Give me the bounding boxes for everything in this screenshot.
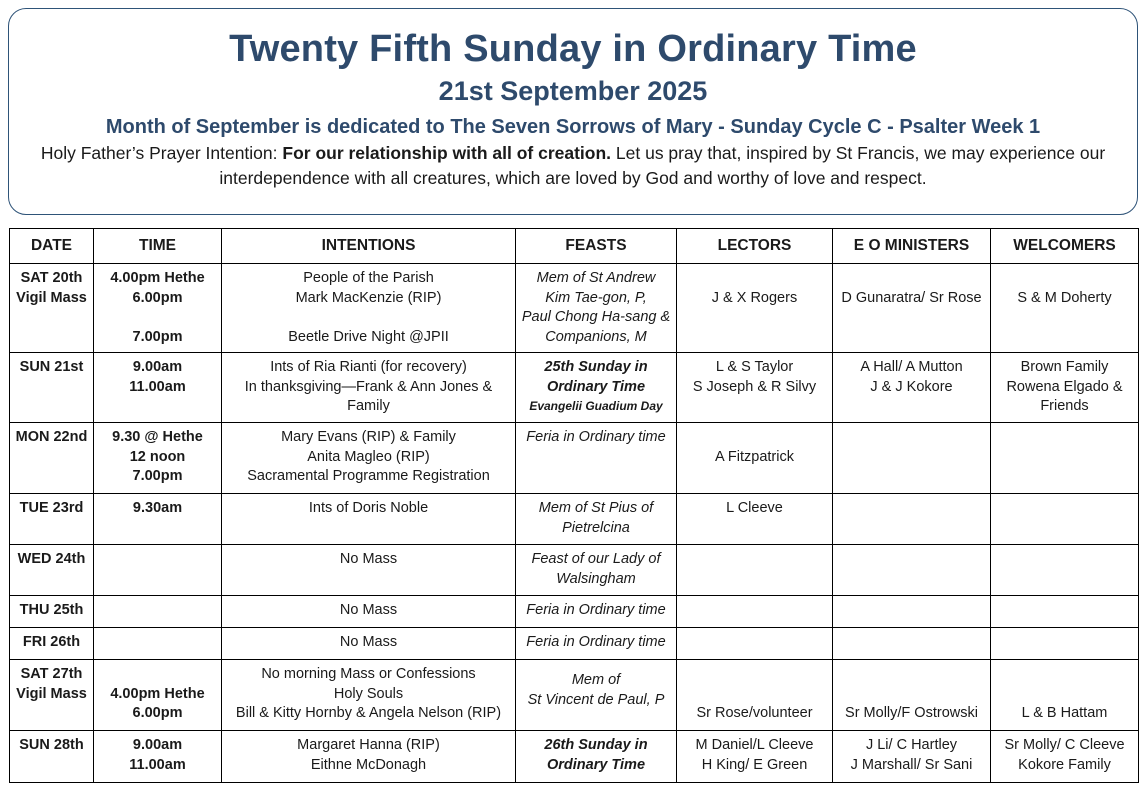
- date-text: SAT 20th: [20, 270, 83, 286]
- intention-text: Beetle Drive Night @JPII: [288, 328, 449, 345]
- intentions-cell: [222, 353, 516, 423]
- ministers-cell: [833, 628, 991, 660]
- header-box: [8, 8, 1138, 215]
- feast-text: 26th Sunday in: [544, 737, 648, 753]
- time-text: 9.00am: [132, 359, 183, 375]
- feast-note: Evangelii Guadium Day: [529, 399, 663, 413]
- time-text: 6.00pm: [132, 289, 183, 306]
- intention-text: Mary Evans (RIP) & Family: [281, 429, 456, 445]
- lector-text: J & X Rogers: [711, 289, 798, 306]
- date-text: MON 22nd: [15, 429, 88, 445]
- time-cell: [94, 660, 222, 731]
- ministers-cell: [833, 423, 991, 494]
- intentions-cell: [222, 494, 516, 545]
- table-row: [10, 494, 1139, 545]
- feasts-cell: [516, 494, 677, 545]
- lector-text: Sr Rose/volunteer: [696, 705, 813, 721]
- time-text: 9.30am: [132, 500, 183, 516]
- feasts-cell: [516, 628, 677, 660]
- intention-text: Bill & Kitty Hornby & Angela Nelson (RIP): [235, 705, 502, 721]
- time-cell: [94, 731, 222, 783]
- table-row: [10, 353, 1139, 423]
- lectors-cell: [677, 731, 833, 783]
- date-cell: [10, 545, 94, 596]
- feast-text: Mem of: [571, 672, 621, 688]
- feast-text: Paul Chong Ha-sang &: [521, 309, 671, 325]
- time-text: 11.00am: [129, 378, 186, 395]
- time-text: 11.00am: [129, 756, 186, 773]
- lector-text: A Fitzpatrick: [715, 448, 794, 465]
- feasts-cell: [516, 731, 677, 783]
- date-text: SUN 28th: [19, 737, 84, 753]
- table-row: [10, 628, 1139, 660]
- welcomer-text: Brown Family: [1020, 359, 1109, 375]
- welcomer-text: Sr Molly/ C Cleeve: [1004, 737, 1125, 753]
- intention-text: Ints of Doris Noble: [308, 500, 429, 516]
- intention-text: Sacramental Programme Registration: [247, 468, 490, 484]
- intention-text: Ints of Ria Rianti (for recovery): [270, 359, 467, 375]
- welcomers-cell: [991, 494, 1139, 545]
- minister-text: J & J Kokore: [870, 378, 953, 395]
- time-cell: [94, 353, 222, 423]
- feasts-cell: [516, 660, 677, 731]
- time-cell: [94, 423, 222, 494]
- welcomers-cell: [991, 660, 1139, 731]
- welcomer-text: Rowena Elgado &: [1006, 378, 1123, 395]
- welcomer-text: Friends: [1040, 398, 1089, 414]
- lectors-cell: [677, 423, 833, 494]
- welcomer-text: L & B Hattam: [1021, 705, 1108, 721]
- prayer-intention: [9, 141, 1137, 191]
- ministers-cell: [833, 731, 991, 783]
- time-text: 6.00pm: [132, 705, 183, 721]
- feast-text: Feria in Ordinary time: [526, 634, 666, 650]
- lector-text: M Daniel/L Cleeve: [695, 737, 814, 753]
- feast-text: Companions, M: [545, 328, 647, 345]
- time-cell: [94, 264, 222, 353]
- mass-schedule-table: [9, 228, 1139, 783]
- feast-text: 25th Sunday in: [544, 359, 648, 375]
- intention-text: No Mass: [339, 602, 398, 618]
- time-text: 7.00pm: [132, 328, 183, 345]
- intentions-cell: [222, 731, 516, 783]
- intention-text: Anita Magleo (RIP): [307, 448, 430, 465]
- table-row: [10, 545, 1139, 596]
- welcomer-text: Kokore Family: [1018, 756, 1111, 773]
- date-cell: [10, 264, 94, 353]
- intentions-cell: [222, 660, 516, 731]
- column-header-welcomers: WELCOMERS: [991, 229, 1139, 264]
- intentions-cell: [222, 596, 516, 628]
- prayer-intention-text: Let us pray that, inspired by St Francis, we may experience our interdependence with all creatures, which are loved by God and worthy of love and respect.: [219, 143, 1106, 188]
- page-date: 21st September 2025: [438, 76, 708, 106]
- date-cell: [10, 660, 94, 731]
- feasts-cell: [516, 423, 677, 494]
- ministers-cell: [833, 353, 991, 423]
- feast-text: Pietrelcina: [562, 519, 630, 536]
- date-text: THU 25th: [19, 602, 84, 618]
- lector-text: H King/ E Green: [701, 756, 808, 773]
- column-header-time: TIME: [94, 229, 222, 264]
- feast-text: Feria in Ordinary time: [526, 602, 666, 618]
- intention-text: Mark MacKenzie (RIP): [295, 289, 442, 306]
- welcomers-cell: [991, 353, 1139, 423]
- time-cell: [94, 494, 222, 545]
- welcomers-cell: [991, 545, 1139, 596]
- table-row: [10, 423, 1139, 494]
- feast-text: Mem of St Andrew: [536, 270, 656, 286]
- date-text: SAT 27th: [20, 666, 83, 682]
- intention-text: In thanksgiving—Frank & Ann Jones &: [244, 378, 493, 395]
- feast-text: Ordinary Time: [546, 378, 646, 395]
- feast-text: Mem of St Pius of: [538, 500, 654, 516]
- ministers-cell: [833, 545, 991, 596]
- date-note: Vigil Mass: [16, 289, 87, 306]
- feasts-cell: [516, 596, 677, 628]
- feast-text: Feria in Ordinary time: [526, 429, 666, 445]
- intention-text: Margaret Hanna (RIP): [297, 737, 440, 753]
- time-cell: [94, 545, 222, 596]
- table-header-row: [10, 229, 1139, 264]
- intentions-cell: [222, 423, 516, 494]
- date-text: FRI 26th: [22, 634, 81, 650]
- time-text: 4.00pm Hethe: [110, 685, 205, 702]
- date-cell: [10, 628, 94, 660]
- table-row: [10, 660, 1139, 731]
- lectors-cell: [677, 660, 833, 731]
- ministers-cell: [833, 264, 991, 353]
- intentions-cell: [222, 628, 516, 660]
- welcomers-cell: [991, 423, 1139, 494]
- time-text: 4.00pm Hethe: [110, 270, 205, 286]
- date-cell: [10, 731, 94, 783]
- time-cell: [94, 628, 222, 660]
- welcomer-text: S & M Doherty: [1017, 289, 1112, 306]
- prayer-intention-label: Holy Father’s Prayer Intention:: [40, 143, 283, 163]
- lector-text: L & S Taylor: [715, 359, 794, 375]
- table-row: [10, 596, 1139, 628]
- column-header-feasts: FEASTS: [516, 229, 677, 264]
- lectors-cell: [677, 628, 833, 660]
- feast-text: Ordinary Time: [546, 756, 646, 773]
- intentions-cell: [222, 545, 516, 596]
- lectors-cell: [677, 545, 833, 596]
- time-text: 9.00am: [132, 737, 183, 753]
- date-text: TUE 23rd: [19, 500, 84, 516]
- column-header-lectors: LECTORS: [677, 229, 833, 264]
- lectors-cell: [677, 494, 833, 545]
- column-header-date: DATE: [10, 229, 94, 264]
- intention-text: No Mass: [339, 634, 398, 650]
- time-text: 12 noon: [129, 448, 186, 465]
- ministers-cell: [833, 494, 991, 545]
- intention-text: Eithne McDonagh: [310, 756, 427, 773]
- lectors-cell: [677, 353, 833, 423]
- date-cell: [10, 353, 94, 423]
- date-cell: [10, 596, 94, 628]
- minister-text: Sr Molly/F Ostrowski: [845, 705, 978, 721]
- intention-text: No Mass: [339, 551, 398, 567]
- welcomers-cell: [991, 264, 1139, 353]
- feast-text: St Vincent de Paul, P: [527, 691, 665, 708]
- month-dedication: Month of September is dedicated to The Seven Sorrows of Mary - Sunday Cycle C - Psalter Week 1: [105, 116, 1041, 138]
- feast-text: Walsingham: [556, 570, 636, 587]
- ministers-cell: [833, 596, 991, 628]
- ministers-cell: [833, 660, 991, 731]
- intention-text: No morning Mass or Confessions: [261, 666, 476, 682]
- date-text: WED 24th: [17, 551, 86, 567]
- feasts-cell: [516, 545, 677, 596]
- date-text: SUN 21st: [19, 359, 84, 375]
- table-row: [10, 731, 1139, 783]
- intention-text: Holy Souls: [333, 685, 404, 702]
- welcomers-cell: [991, 628, 1139, 660]
- welcomers-cell: [991, 596, 1139, 628]
- minister-text: J Marshall/ Sr Sani: [850, 756, 973, 773]
- minister-text: J Li/ C Hartley: [865, 737, 958, 753]
- column-header-intentions: INTENTIONS: [222, 229, 516, 264]
- feasts-cell: [516, 264, 677, 353]
- intention-text: People of the Parish: [303, 270, 434, 286]
- feast-text: Kim Tae-gon, P,: [545, 289, 647, 306]
- column-header-eo-ministers: E O MINISTERS: [833, 229, 991, 264]
- time-text: 9.30 @ Hethe: [112, 429, 203, 445]
- intentions-cell: [222, 264, 516, 353]
- intention-text: Family: [347, 398, 390, 414]
- time-cell: [94, 596, 222, 628]
- lectors-cell: [677, 264, 833, 353]
- lectors-cell: [677, 596, 833, 628]
- date-cell: [10, 494, 94, 545]
- table-row: [10, 264, 1139, 353]
- welcomers-cell: [991, 731, 1139, 783]
- lector-text: L Cleeve: [726, 500, 783, 516]
- time-text: 7.00pm: [132, 468, 183, 484]
- date-cell: [10, 423, 94, 494]
- lector-text: S Joseph & R Silvy: [692, 378, 817, 395]
- minister-text: A Hall/ A Mutton: [860, 359, 963, 375]
- prayer-intention-theme: For our relationship with all of creation.: [282, 143, 612, 163]
- page-title: Twenty Fifth Sunday in Ordinary Time: [229, 28, 917, 70]
- minister-text: D Gunaratra/ Sr Rose: [841, 289, 982, 306]
- feasts-cell: [516, 353, 677, 423]
- feast-text: Feast of our Lady of: [531, 551, 661, 567]
- date-note: Vigil Mass: [16, 685, 87, 702]
